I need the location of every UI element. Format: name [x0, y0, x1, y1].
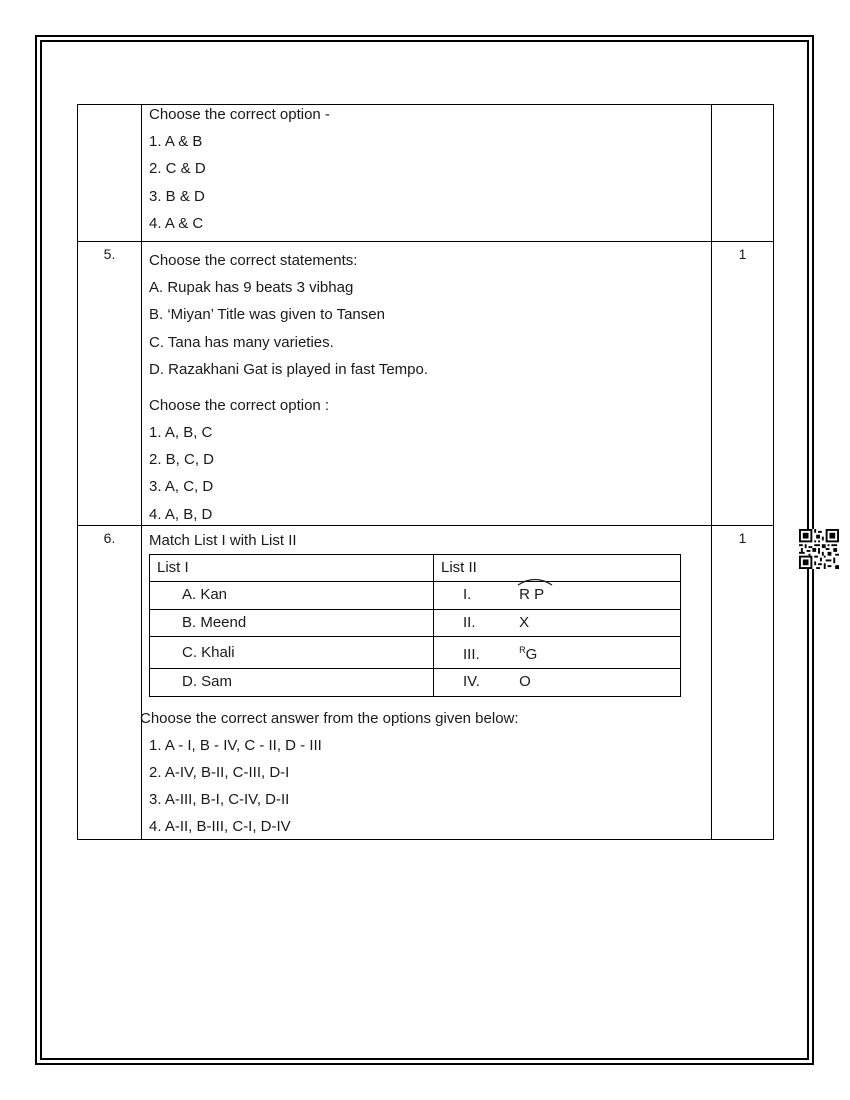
list-2-item-number: II. — [463, 613, 476, 631]
marks-cell — [712, 105, 774, 242]
meend-arc-icon — [516, 576, 554, 586]
list-1-header: List I — [150, 554, 434, 582]
match-row — [150, 637, 681, 669]
list-2-item-superscript: R — [519, 645, 526, 656]
list-2-item — [434, 582, 681, 610]
question-content-cell — [142, 525, 712, 840]
option-2: 2. B, C, D — [149, 451, 215, 469]
match-table — [149, 554, 681, 697]
match-row — [150, 582, 681, 610]
list-2-item — [434, 637, 681, 669]
qr-code-icon — [799, 529, 839, 569]
option-2: 2. A-IV, B-II, C-III, D-I — [149, 764, 290, 781]
list-1-item: A. Kan — [150, 582, 434, 610]
option-4: 4. A & C — [149, 214, 204, 232]
option-3: 3. A-III, B-I, C-IV, D-II — [149, 791, 290, 809]
question-table — [77, 104, 774, 840]
option-2: 2. C & D — [149, 160, 206, 178]
option-3: 3. A, C, D — [149, 478, 214, 496]
option-4: 4. A, B, D — [149, 505, 213, 523]
question-number: 6. — [78, 525, 142, 840]
list-1-item: C. Khali — [150, 637, 434, 669]
option-1: 1. A, B, C — [149, 424, 213, 442]
answer-prompt: Choose the correct answer from the options given below: — [140, 709, 519, 727]
match-row — [150, 609, 681, 637]
option-3: 3. B & D — [149, 187, 205, 205]
list-2-item-number: I. — [463, 586, 472, 604]
question-row-4-continued — [78, 105, 774, 242]
match-row — [150, 669, 681, 697]
option-1: 1. A - I, B - IV, C - II, D - III — [149, 736, 322, 754]
list-2-item-notation — [519, 582, 544, 608]
list-2-item-value: R P — [519, 586, 545, 604]
statement-a: A. Rupak has 9 beats 3 vibhag — [149, 279, 354, 297]
list-1-item: D. Sam — [150, 669, 434, 697]
list-2-item-number: IV. — [463, 673, 480, 691]
question-number-cell — [78, 105, 142, 242]
list-2-item — [434, 609, 681, 637]
question-prompt: Choose the correct statements: — [149, 251, 358, 269]
statement-d: D. Razakhani Gat is played in fast Tempo. — [149, 360, 429, 378]
question-prompt: Match List I with List II — [149, 531, 297, 549]
list-2-item-value: X — [519, 613, 530, 631]
option-1: 1. A & B — [149, 133, 203, 151]
option-4: 4. A-II, B-III, C-I, D-IV — [149, 818, 291, 836]
option-prompt: Choose the correct option : — [149, 396, 330, 414]
question-row-6 — [78, 525, 774, 840]
marks: 1 — [712, 241, 774, 525]
list-2-item-value: G — [525, 646, 538, 664]
list-2-item-number: III. — [463, 646, 480, 664]
question-prompt: Choose the correct option - — [149, 106, 330, 123]
statement-c: C. Tana has many varieties. — [149, 333, 334, 351]
question-content-cell — [142, 105, 712, 242]
marks: 1 — [712, 525, 774, 840]
list-2-item-value: O — [519, 673, 531, 691]
match-table-header — [150, 554, 681, 582]
question-content-cell — [142, 241, 712, 525]
question-number: 5. — [78, 241, 142, 525]
statement-b: B. ‘Miyan’ Title was given to Tansen — [149, 306, 385, 324]
list-2-header: List II — [434, 554, 681, 582]
question-row-5 — [78, 241, 774, 525]
list-1-item: B. Meend — [150, 609, 434, 637]
list-2-item — [434, 669, 681, 697]
